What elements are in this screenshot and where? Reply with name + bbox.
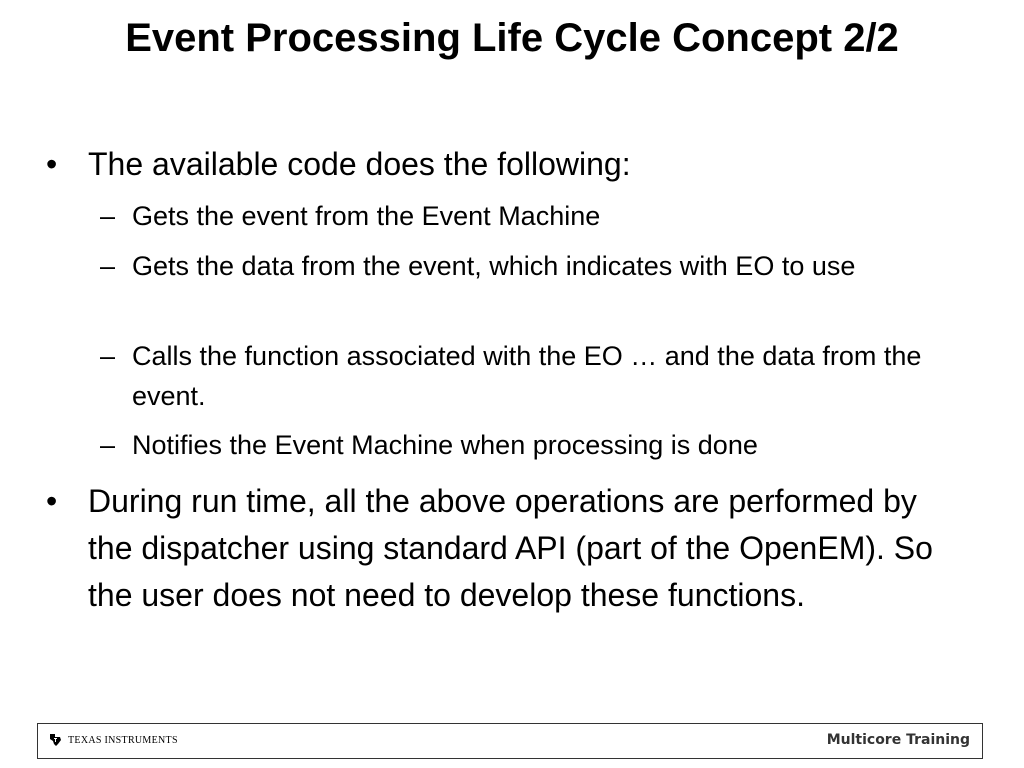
sub-bullet-text: Gets the data from the event, which indicates with EO to use [132, 251, 856, 281]
sub-bullet-marker: – [100, 430, 116, 460]
ti-logo [48, 733, 178, 747]
bullet-marker: • [46, 483, 58, 519]
sub-bullet-item [100, 336, 962, 416]
sub-bullet-text: Notifies the Event Machine when processing is done [132, 430, 758, 460]
footer-training-label: Multicore Training [826, 732, 970, 748]
sub-bullet-marker: – [100, 201, 116, 231]
sub-bullet-text: Calls the function associated with the EO … and the data from the event. [132, 341, 922, 411]
bullet-text: The available code does the following: [88, 146, 631, 182]
ti-logo-text: TEXAS INSTRUMENTS [68, 734, 178, 746]
sub-bullet-text: Gets the event from the Event Machine [132, 201, 601, 231]
slide-title: Event Processing Life Cycle Concept 2/2 [125, 16, 899, 60]
sub-bullet-item [100, 196, 962, 236]
sub-bullet-item [100, 425, 962, 465]
bullet-marker: • [46, 146, 58, 182]
slide-footer [37, 723, 983, 759]
bullet-item [46, 478, 968, 619]
sub-bullet-marker: – [100, 251, 116, 281]
bullet-item [46, 141, 968, 188]
bullet-text: During run time, all the above operations are performed by the dispatcher using standard API (part of the OpenEM). So the user does not need to develop these functions. [88, 483, 933, 613]
sub-bullet-item [100, 246, 962, 286]
sub-bullet-marker: – [100, 341, 116, 371]
ti-state-icon [48, 733, 62, 747]
